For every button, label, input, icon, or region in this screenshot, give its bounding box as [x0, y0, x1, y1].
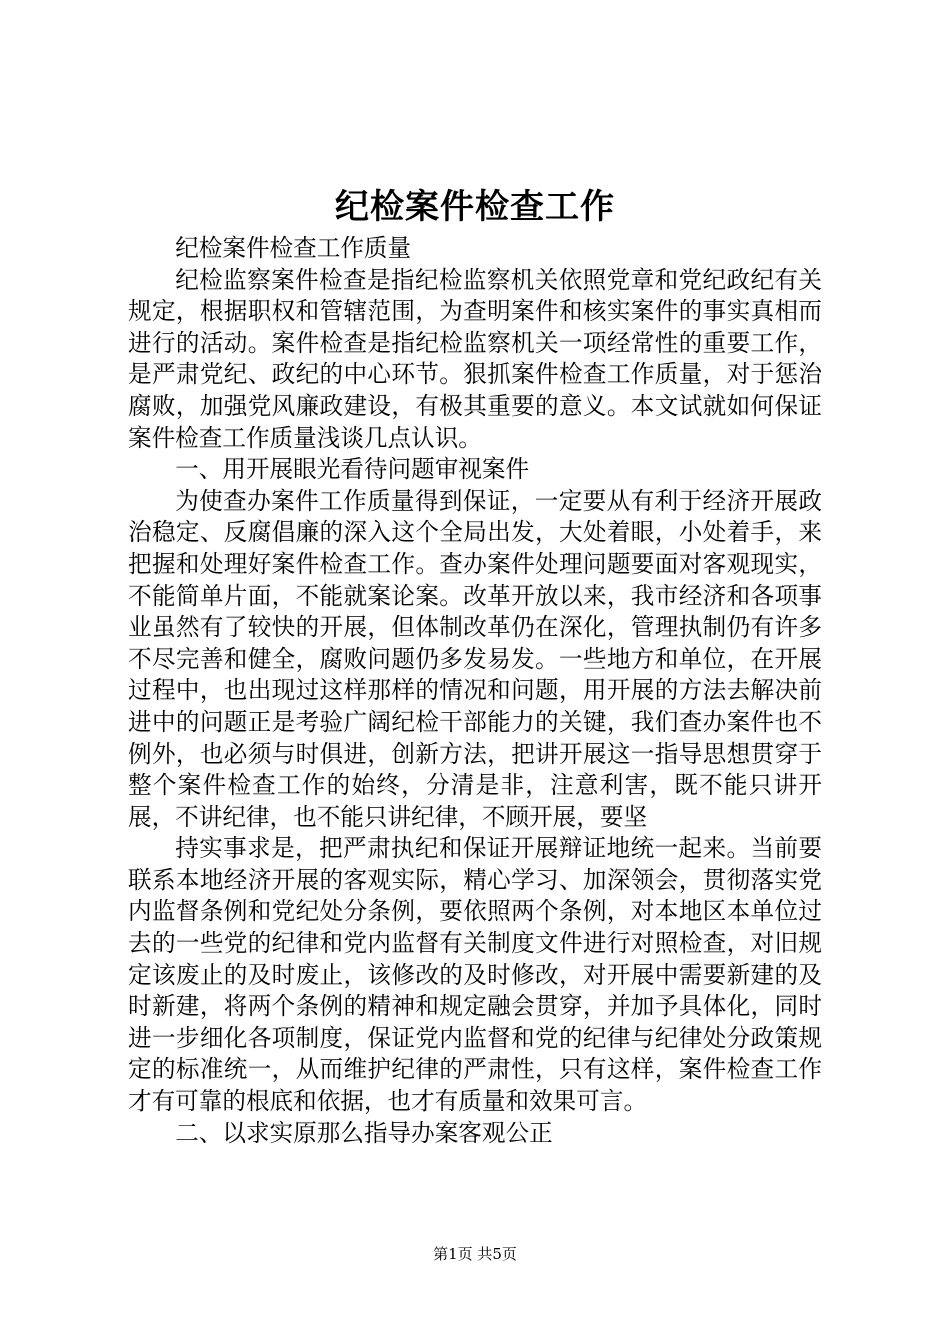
- page-footer: 第1页 共5页: [433, 1245, 517, 1263]
- paragraph-subtitle: 纪检案件检查工作质量: [175, 234, 412, 262]
- paragraph-section-1-continued: 持实事求是，把严肃执纪和保证开展辩证地统一起来。当前要联系本地经济开展的客观实际，精心学习、加深领会，贯彻落实党内监督条例和党纪处分条例，要依照两个条例，对本地区本单位过去的一些党的纪律和党内监督有关制度文件进行对照检查，对旧规定该废止的及时废止，该修改的及时修改，对开展中需要新建的及时新建，将两个条例的精神和规定融会贯穿，并加予具体化，同时进一步细化各项制度，保证党内监督和党的纪律与纪律处分政策规定的标准统一，从而维护纪律的严肃性，只有这样，案件检查工作才有可靠的根底和依据，也才有质量和效果可言。: [128, 834, 822, 1116]
- document-body: [128, 233, 822, 1149]
- section-heading-2: 二、以求实原那么指导办案客观公正: [175, 1118, 553, 1147]
- section-heading-1: 一、用开展眼光看待问题审视案件: [175, 455, 530, 484]
- document-title: 纪检案件检查工作: [335, 187, 615, 227]
- paragraph-section-1: 为使查办案件工作质量得到保证，一定要从有利于经济开展政治稳定、反腐倡廉的深入这个全局出发，大处着眼，小处着手，来把握和处理好案件检查工作。查办案件处理问题要面对客观现实，不能简单片面，不能就案论案。改革开放以来，我市经济和各项事业虽然有了较快的开展，但体制改革仍在深化，管理执制仍有许多不尽完善和健全，腐败问题仍多发易发。一些地方和单位，在开展过程中，也出现过这样那样的情况和问题，用开展的方法去解决前进中的问题正是考验广阔纪检干部能力的关键，我们查办案件也不例外，也必须与时俱进，创新方法，把讲开展这一指导思想贯穿于整个案件检查工作的始终，分清是非，注意利害，既不能只讲开展，不讲纪律，也不能只讲纪律，不顾开展，要坚: [128, 486, 822, 831]
- paragraph-intro: 纪检监察案件检查是指纪检监察机关依照党章和党纪政纪有关规定，根据职权和管辖范围，为查明案件和核实案件的事实真相而进行的活动。案件检查是指纪检监察机关一项经常性的重要工作，是严肃党纪、政纪的中心环节。狠抓案件检查工作质量，对于惩治腐败，加强党风廉政建设，有极其重要的意义。本文试就如何保证案件检查工作质量浅谈几点认识。: [128, 265, 822, 452]
